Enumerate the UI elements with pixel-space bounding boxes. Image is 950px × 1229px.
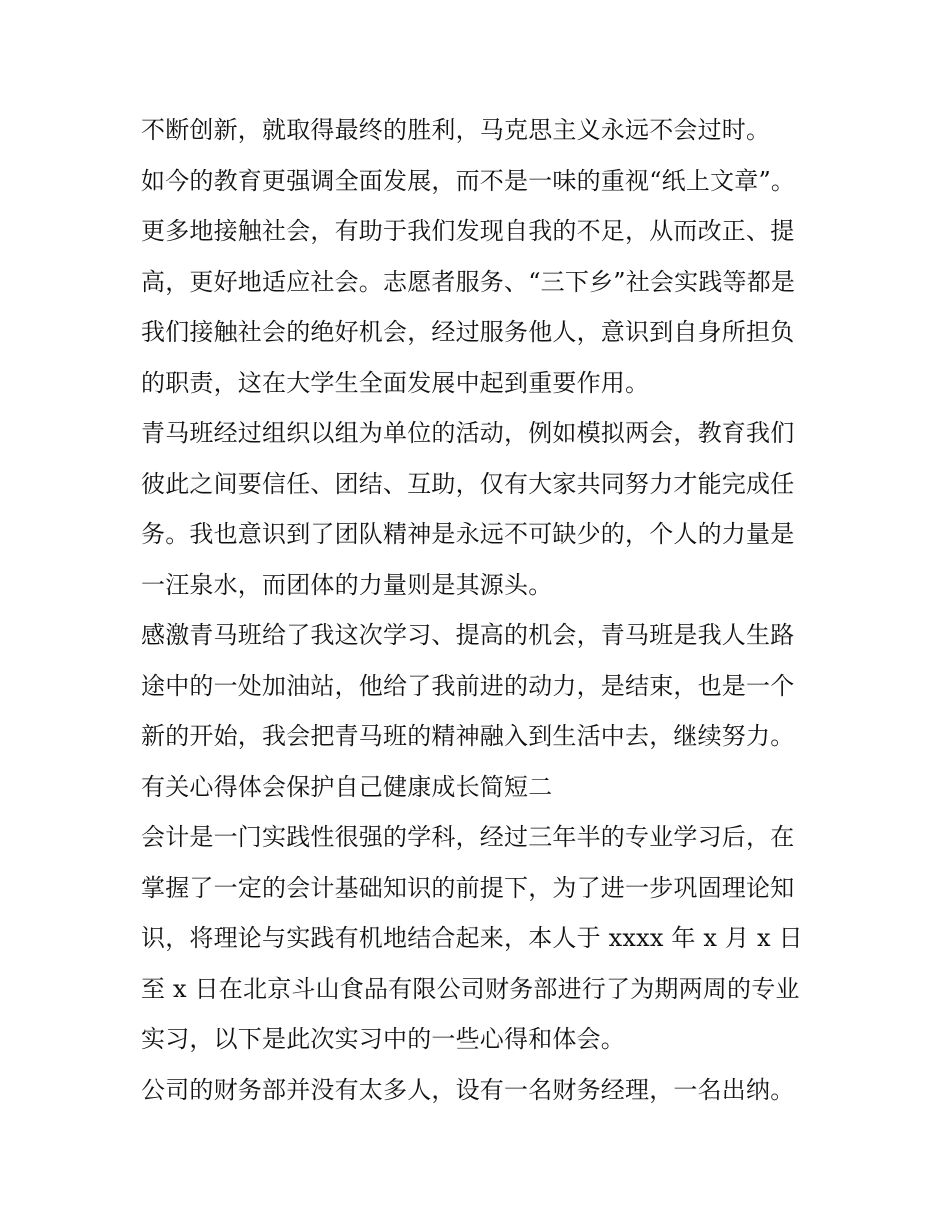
text-line: 青马班经过组织以组为单位的活动，例如模拟两会，教育我们 — [141, 419, 795, 447]
text-line: 实习，以下是此次实习中的一些心得和体会。 — [141, 1025, 625, 1053]
document-body — [141, 105, 821, 1115]
text-line: 高，更好地适应社会。志愿者服务、“三下乡”社会实践等都是 — [141, 267, 796, 296]
text-line: 我们接触社会的绝好机会，经过服务他人，意识到自身所担负 — [141, 318, 795, 346]
text-line: 识，将理论与实践有机地结合起来，本人于 xxxx 年 x 月 x 日 — [141, 924, 803, 952]
text-line: 至 x 日在北京斗山食品有限公司财务部进行了为期两周的专业 — [141, 974, 800, 1003]
text-line: 感激青马班给了我这次学习、提高的机会，青马班是我人生路 — [141, 621, 795, 649]
text-line: 掌握了一定的会计基础知识的前提下，为了进一步巩固理论知 — [141, 873, 795, 902]
section-heading: 有关心得体会保护自己健康成长简短二 — [141, 772, 553, 801]
text-line: 一汪泉水，而团体的力量则是其源头。 — [141, 570, 553, 599]
text-line: 彼此之间要信任、团结、互助，仅有大家共同努力才能完成任 — [141, 469, 795, 498]
text-line: 新的开始，我会把青马班的精神融入到生活中去，继续努力。 — [141, 722, 795, 750]
text-line: 更多地接触社会，有助于我们发现自我的不足，从而改正、提 — [141, 217, 795, 245]
text-line: 如今的教育更强调全面发展，而不是一味的重视“纸上文章”。 — [141, 166, 796, 195]
text-line: 会计是一门实践性很强的学科，经过三年半的专业学习后，在 — [141, 823, 795, 851]
text-line: 公司的财务部并没有太多人，设有一名财务经理，一名出纳。 — [141, 1075, 795, 1104]
text-line: 途中的一处加油站，他给了我前进的动力，是结束，也是一个 — [141, 671, 795, 700]
text-line: 务。我也意识到了团队精神是永远不可缺少的，个人的力量是 — [141, 520, 795, 548]
text-line: 的职责，这在大学生全面发展中起到重要作用。 — [141, 368, 650, 397]
text-line: 不断创新，就取得最终的胜利，马克思主义永远不会过时。 — [141, 116, 771, 144]
